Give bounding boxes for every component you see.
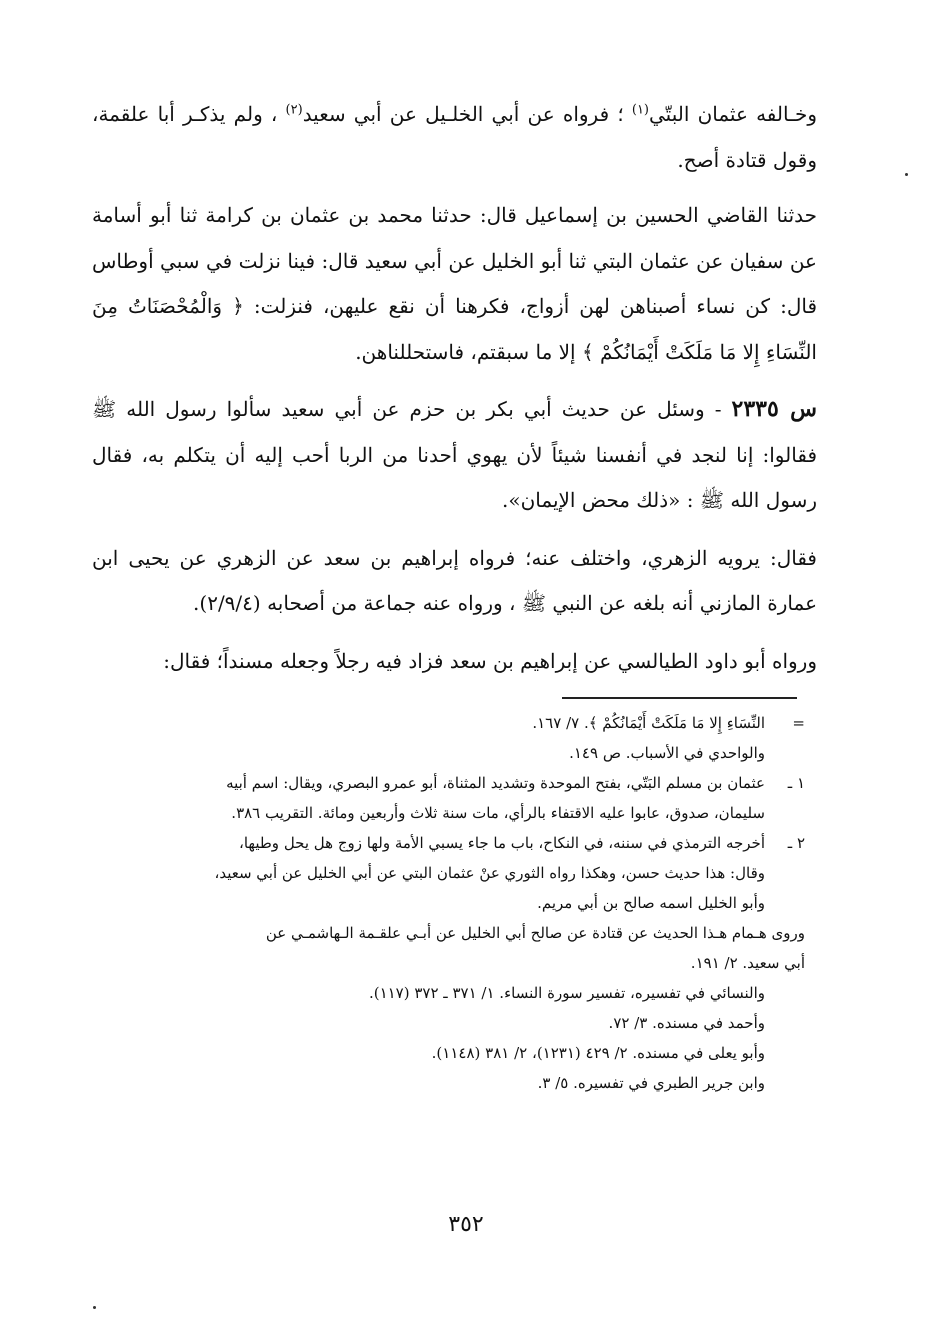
fn1-line2: سليمان، صدوق، عابوا عليه الاقتفاء بالرأي، مات سنة ثلاث وأربعين ومائة. التقريب ٣٨٦. [231, 804, 765, 822]
p1-text-c: ، ولم يذكـر [183, 102, 286, 126]
paragraph-1 [92, 92, 817, 183]
fn2-line4: وروى هـمام هـذا الحديث عن قتادة عن صالح أبي الخليل عن أبـي علقـمة الـهاشمـي عن [265, 924, 805, 942]
paragraph-2 [92, 193, 817, 375]
cont-line1: النِّسَاءِ إِلا مَا مَلَكَتْ أَيْمَانُكُمْ ﴾. ٧/ ١٦٧. [532, 714, 765, 732]
p1-line2: أبا علقمة، وقول قتادة أصح. [92, 102, 817, 172]
fn1-line1: عثمان بن مسلم البَتّي، بفتح الموحدة وتشديد المثناة، أبو عمرو البصري، ويقال: اسم أبيه [226, 774, 765, 792]
footnote-2-number: ٢ ـ [787, 834, 805, 852]
footnote-separator [562, 697, 797, 699]
fn2-line6: والنسائي في تفسيره، تفسير سورة النساء. ١/ ٣٧١ ـ ٣٧٢ (١١٧). [368, 984, 765, 1002]
p2-line1: حدثنا القاضي الحسين بن إسماعيل قال: حدثنا محمد بن عثمان بن كرامة ثنا [179, 203, 818, 227]
main-text [92, 92, 817, 696]
fn2-line2: وقال: هذا حديث حسن، وهكذا رواه الثوري عنْ عثمان البتي عن أبي الخليل عن أبي سعيد، [214, 864, 765, 882]
a-line2: ابن عمارة المازني أنه بلغه عن النبي ﷺ ، ورواه عنه جماعة من أصحابه (٢/٩/٤). [92, 545, 817, 615]
question-number: س ٢٣٣٥ [731, 396, 818, 422]
scan-speck [905, 173, 908, 176]
footnote-1 [100, 768, 805, 828]
fn2-line9: وابن جرير الطبري في تفسيره. ٥/ ٣. [537, 1074, 765, 1092]
question-paragraph [92, 387, 817, 524]
a2-line1: ورواه أبو داود الطيالسي عن إبراهيم بن سعد فزاد فيه رجلاً وجعله مسنداً؛ فقال: [163, 648, 817, 673]
p1-text-b: ؛ فرواه عن أبي الخلـيل عن أبي سعيد [302, 102, 632, 126]
footnote-continuation [100, 708, 805, 768]
a-line1: فقال: يرويه الزهري، واختلف عنه؛ فرواه إبراهيم بن سعد عن الزهري عن يحيى [128, 545, 817, 570]
page-number: ٣٥٢ [448, 1212, 484, 1237]
scan-speck [93, 1306, 96, 1309]
fn2-line3: وأبو الخليل اسمه صالح بن أبي مريم. [537, 894, 765, 912]
p1-text-a: وخـالفه عثمان البتّي [649, 102, 817, 126]
q-line2: ﷺ فقالوا: إنا لنجد في أنفسنا شيئاً لأن يهوي أحدنا من الربا أحب إليه أن يتكلم به، [92, 397, 818, 467]
footnote-ref-2[interactable]: (٢) [285, 102, 303, 118]
footnote-2 [100, 828, 805, 918]
p2-line4: ﴿ وَالْمُحْصَنَاتُ مِنَ النِّسَاءِ إِلا مَا مَلَكَتْ أَيْمَانُكُمْ ﴾ إلا ما سبقتم، فاستحللناهن. [92, 294, 817, 364]
fn2-line8: وأبو يعلى في مسنده. ٢/ ٤٢٩ (١٢٣١)، ٢/ ٣٨١ (١١٤٨). [431, 1044, 765, 1062]
q-line1: - وسئل عن حديث أبي بكر بن حزم عن أبي سعيد سألوا رسول الله [126, 397, 732, 421]
fn2-line7: وأحمد في مسنده. ٣/ ٧٢. [608, 1014, 765, 1032]
footnote-1-number: ١ ـ [787, 774, 805, 792]
footnote-2-continued [100, 918, 805, 1098]
p2-line3: سبي أوطاس قال: كن نساء أصبناهن لهن أزواج، فكرهنا أن نقع عليهن، فنزلت: [92, 248, 818, 318]
q-line3: فقال رسول الله ﷺ : «ذلك محض الإيمان». [92, 442, 817, 512]
cont-line2: والواحدي في الأسباب. ص ١٤٩. [569, 744, 765, 762]
fn2-line5: أبي سعيد. ٢/ ١٩١. [690, 954, 805, 972]
footnote-ref-1[interactable]: (١) [631, 102, 649, 118]
footnotes [100, 708, 805, 1098]
continuation-mark: = [792, 714, 805, 732]
fn2-line1: أخرجه الترمذي في سننه، في النكاح، باب ما جاء يسبي الأمة ولها زوج هل يحل وطيها، [239, 834, 765, 852]
p1-line1 [183, 102, 817, 126]
answer-paragraph [92, 536, 817, 627]
answer-paragraph-2 [92, 639, 817, 685]
p2-line2: أبو أسامة عن سفيان عن عثمان البتي ثنا أبو الخليل عن أبي سعيد قال: فينا نزلت في [92, 203, 817, 273]
